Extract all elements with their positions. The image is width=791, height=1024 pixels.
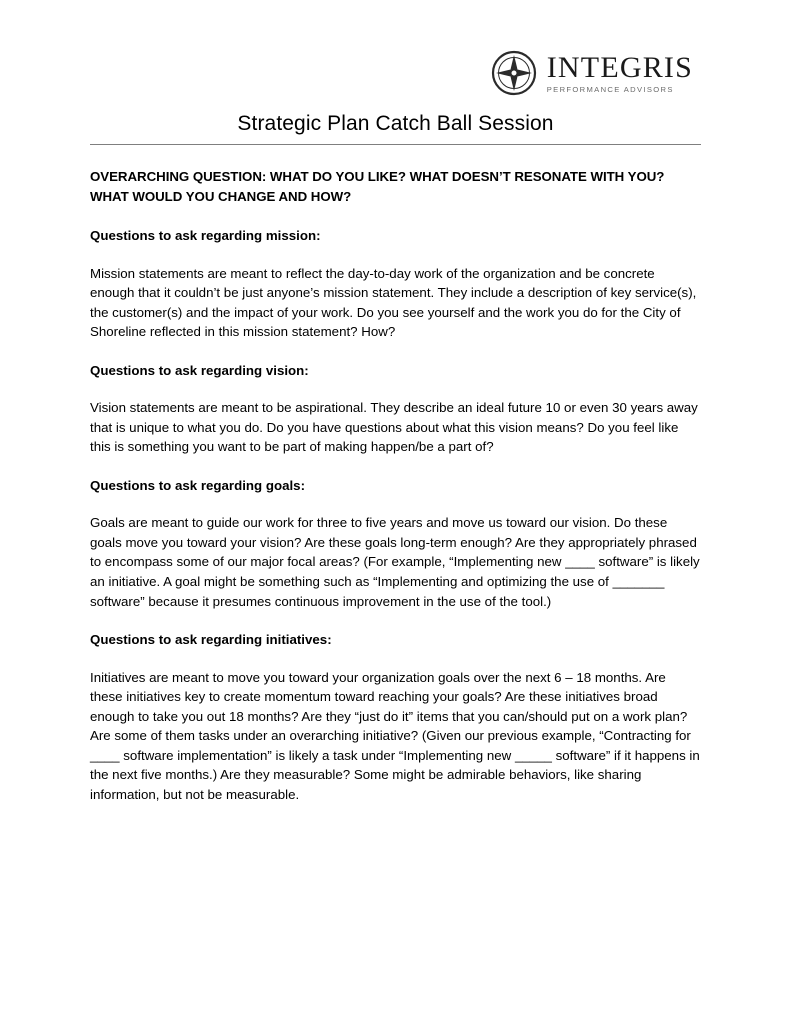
logo-tagline: PERFORMANCE ADVISORS [546, 84, 674, 94]
section-heading-vision: Questions to ask regarding vision: [90, 362, 309, 378]
section-heading-mission: Questions to ask regarding mission: [90, 228, 321, 244]
document-body [90, 167, 701, 804]
logo-header [90, 44, 701, 102]
section-paragraph-vision: Vision statements are meant to be aspirational. They describe an ideal future 10 or even 30 years away that is unique to what you do. Do you have questions about what this vision means? Do you feel like this is something you want to be part of making happen/be a part of? [90, 400, 698, 455]
integris-logo [491, 50, 693, 96]
section-heading-goals: Questions to ask regarding goals: [90, 477, 306, 493]
section-paragraph-initiatives: Initiatives are meant to move you toward your organization goals over the next 6 – 18 months. Are these initiatives key to create momentum toward reaching your goals? Are these initiatives broad enough to take you out 18 months? Are they “just do it” items that you can/should put on a work plan? Are some of them tasks under an overarching initiative? (Given our previous example, “Contracting for ____ software implementation” is likely a task under “Implementing new _____ software” if it happens in the next five months.) Are they measurable? Some might be admirable behaviors, like sharing information, but not be measurable. [90, 669, 700, 802]
compass-rose-icon [491, 50, 537, 96]
logo-company-name: INTEGRIS [546, 50, 693, 84]
logo-wordmark [546, 50, 693, 94]
overarching-question: OVERARCHING QUESTION: WHAT DO YOU LIKE? WHAT DOESN’T RESONATE WITH YOU? WHAT WOULD YOU CHANGE AND HOW? [90, 169, 665, 204]
page-title: Strategic Plan Catch Ball Session [90, 112, 701, 145]
section-paragraph-goals: Goals are meant to guide our work for three to five years and move us toward our vision. Do these goals move you toward your vision? Are these goals long-term enough? Are they appropriately phrased to encompass some of our major focal areas? (For example, “Implementing new ____ software” is likely an initiative. A goal might be something such as “Implementing and optimizing the use of _______ software” because it presumes continuous improvement in the use of the tool.) [90, 515, 700, 609]
section-heading-initiatives: Questions to ask regarding initiatives: [90, 632, 332, 648]
section-paragraph-mission: Mission statements are meant to reflect the day-to-day work of the organization and be concrete enough that it couldn’t be just anyone’s mission statement. They include a description of key service(s), the customer(s) and the impact of your work. Do you see yourself and the work you do for the City of Shoreline reflected in this mission statement? How? [90, 265, 697, 340]
